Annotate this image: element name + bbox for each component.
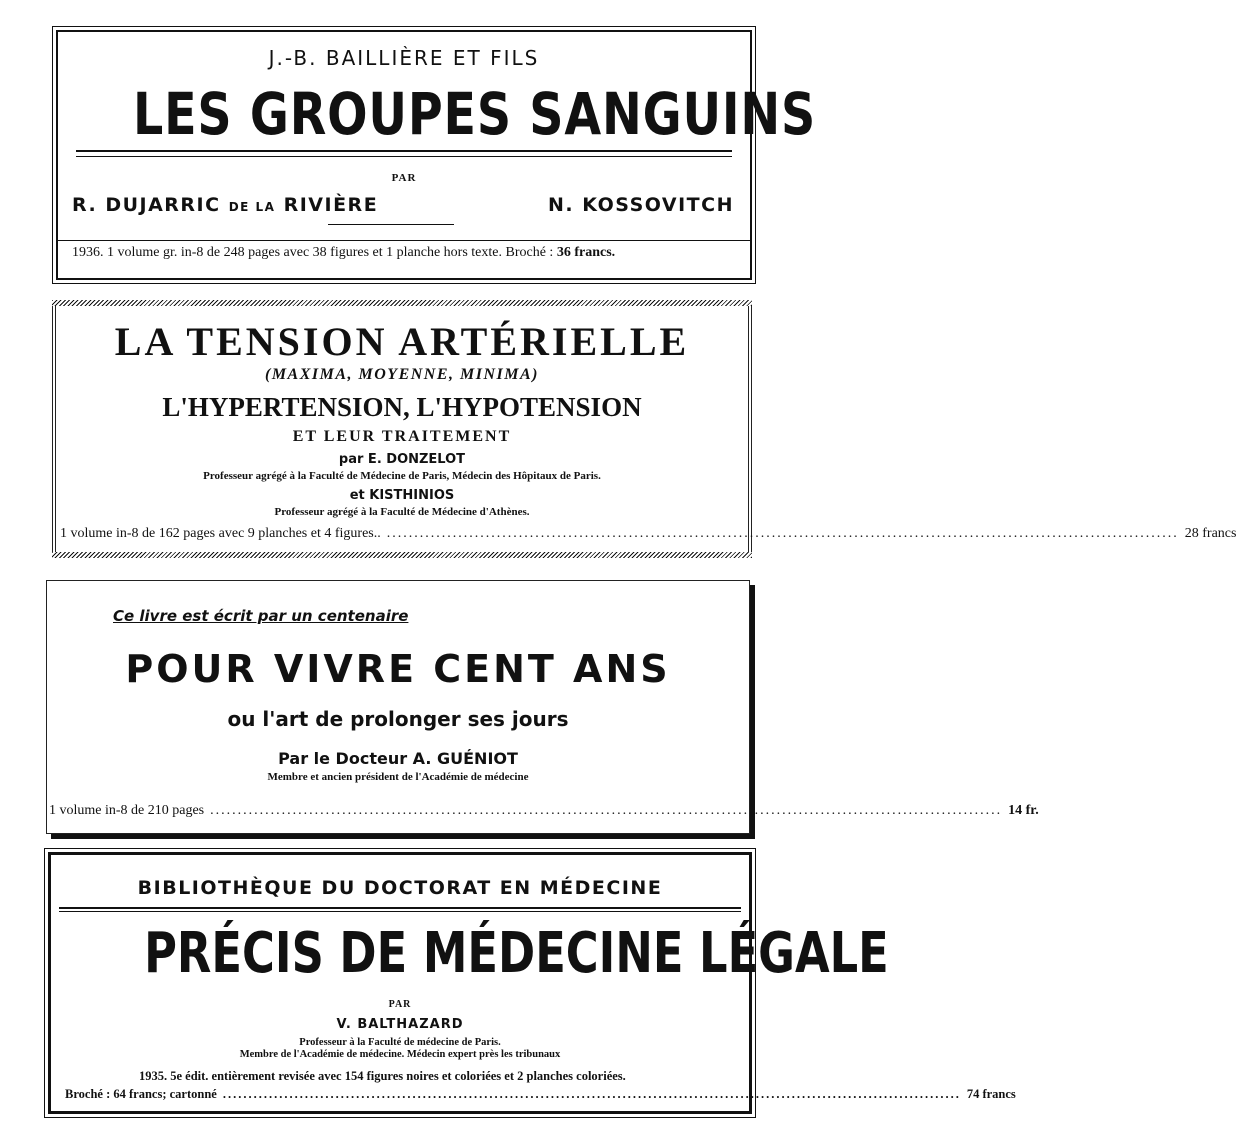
lead-line: Ce livre est écrit par un centenaire [113,607,409,625]
price: 36 francs. [556,245,616,260]
dot-leader: ................................................................................................................................................ [210,803,1003,818]
author-desc: Membre et ancien président de l'Académie de médecine [267,771,529,783]
price: 28 francs [1184,526,1236,541]
divider [58,240,750,241]
ad1-title-text: LES GROUPES SANGUINS [132,80,817,148]
series-title: BIBLIOTHÈQUE DU DOCTORAT EN MÉDECINE [137,877,663,899]
par-label: PAR [388,999,412,1010]
author-2-desc: Professeur agrégé à la Faculté de Médecine d'Athènes. [274,506,530,518]
author-1-last: RIVIÈRE [283,194,379,216]
divider [328,224,454,225]
ad4-title-text: PRÉCIS DE MÉDECINE LÉGALE [144,921,889,986]
info-text: 1 volume in-8 de 162 pages avec 9 planches et 4 figures.. [60,526,381,541]
divider [76,150,732,152]
ad1-title [58,80,817,150]
book-info [49,803,1039,819]
ad-pour-vivre-cent-ans [46,580,1039,834]
author-2: N. KOSSOVITCH [548,194,734,216]
divider [59,907,741,909]
ad2-title-2: L'HYPERTENSION, L'HYPOTENSION [162,392,642,422]
info-text: Broché : 64 francs; cartonné [65,1087,217,1101]
hatched-border [52,552,752,558]
divider [59,911,741,912]
price: 14 fr. [1008,803,1039,818]
author-1: par E. DONZELOT [338,452,466,467]
author: V. BALTHAZARD [336,1017,464,1032]
edition-info: 1935. 5e édit. entièrement revisée avec 154 figures noires et coloriées et 2 planches coloriées. [139,1069,626,1083]
ad2-title: LA TENSION ARTÉRIELLE [114,319,690,364]
book-info [65,1087,1016,1102]
ad-les-groupes-sanguins [56,30,817,280]
book-info [60,526,1236,542]
hatched-border [52,300,752,306]
publisher: J.-B. BAILLIÈRE ET FILS [268,46,540,70]
author-2: et KISTHINIOS [349,488,455,503]
ad-precis-de-medecine-legale [48,852,1016,1114]
ad3-title: POUR VIVRE CENT ANS [125,647,671,691]
info-text: 1 volume in-8 de 210 pages [49,803,205,818]
author-desc-1: Professeur à la Faculté de médecine de Paris. [299,1037,501,1048]
author-1-desc: Professeur agrégé à la Faculté de Médecine de Paris, Médecin des Hôpitaux de Paris. [203,470,601,482]
book-info [72,245,736,261]
author: Par le Docteur A. GUÉNIOT [278,749,518,768]
ad4-title [51,921,889,993]
author-1 [72,194,378,216]
ad-la-tension-arterielle [52,300,1236,558]
dot-leader: ................................................................................................................................................ [222,1087,961,1101]
author-1-first: R. DUJARRIC [72,194,221,216]
ad2-subtitle: (MAXIMA, MOYENNE, MINIMA) [265,366,539,383]
ad3-subtitle: ou l'art de prolonger ses jours [227,707,569,731]
author-desc-2: Membre de l'Académie de médecine. Médecin expert près les tribunaux [239,1049,561,1060]
price: 74 francs [966,1087,1016,1101]
info-text: 1936. 1 volume gr. in-8 de 248 pages avec 38 figures et 1 planche hors texte. Broché : [72,245,554,260]
dot-leader: ................................................................................................................................................ [386,526,1179,541]
par-label: PAR [391,172,417,184]
ad2-title-3: ET LEUR TRAITEMENT [292,428,512,445]
divider [76,156,732,157]
author-1-mid: DE LA [228,200,276,214]
